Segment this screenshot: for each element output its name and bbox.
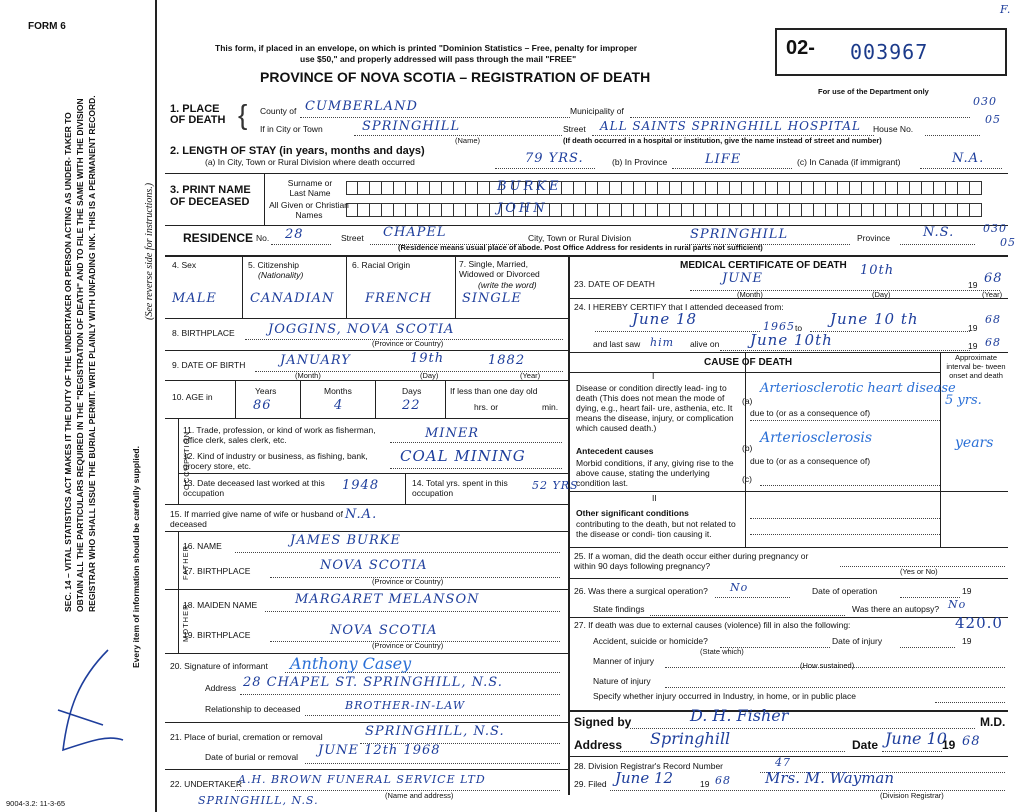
age-days-value: 22 <box>402 398 421 413</box>
instruction-text: Every item of information should be carefully supplied. <box>131 446 141 668</box>
envelope-notice-line-1: This form, if placed in an envelope, on which is printed "Dominion Statistics – Free, penalty for improper <box>215 43 638 53</box>
statute-text: SEC. 14 – VITAL STATISTICS ACT MAKES IT THE DUTY OF THE UNDERTAKER OR PERSON ACTING AS UNDER- TAKER TO OBTAIN ALL THE PARTICULARS REQUIRED IN THE "REGISTRATION OF DEATH" AND TO FILE THE SAME WITH THE DIVISION REGISTRAR WHO SHALL ISSUE THE BURIAL PERMIT. WRITE PLAINLY WITH UNFADING INK. THIS IS A PERMANENT RECORD. <box>63 95 97 612</box>
mother-birthplace-value: NOVA SCOTIA <box>330 623 438 638</box>
citizenship-label: 5. Citizenship <box>248 260 300 270</box>
stay-province-label: (b) In Province <box>612 157 668 167</box>
dob-month: JANUARY <box>280 353 351 368</box>
roman-1: I <box>652 371 655 381</box>
birthplace-label: 8. BIRTHPLACE <box>172 328 235 338</box>
residence-city-label: City, Town or Rural Division <box>528 233 632 243</box>
age-months-label: Months <box>324 386 352 396</box>
attended-to: June 10 th <box>830 310 919 328</box>
interval-a: 5 yrs. <box>945 393 982 408</box>
industry-label: 12. Kind of industry or business, as fishing, bank, grocery store, etc. <box>183 451 368 471</box>
undertaker-label: 22. UNDERTAKER <box>170 779 242 789</box>
registration-prefix: 02- <box>786 37 815 59</box>
dept-use-note: For use of the Department only <box>818 87 929 96</box>
last-saw-him: him <box>650 336 675 349</box>
father-name-value: JAMES BURKE <box>290 533 401 548</box>
age-days-label: Days <box>402 386 422 396</box>
spouse-label: 15. If married give name of wife or husband of deceased <box>170 509 343 529</box>
page-title: PROVINCE OF NOVA SCOTIA – REGISTRATION OF DEATH <box>260 69 651 85</box>
registrar-record-label: 28. Division Registrar's Record Number <box>574 761 724 771</box>
age-years-value: 86 <box>253 398 272 413</box>
external-causes-label: 27. If death was due to external causes (violence) fill in also the following: <box>574 620 851 630</box>
dod-day-sub: (Day) <box>872 290 891 299</box>
dod-year-sub: (Year) <box>982 290 1003 299</box>
house-code: 05 <box>985 113 1001 126</box>
autopsy-value: No <box>948 598 967 611</box>
burial-place-label: 21. Place of burial, cremation or removal <box>170 732 323 742</box>
given-name-value: JOHN <box>497 201 548 216</box>
surname-value: BURKE <box>497 179 562 194</box>
last-saw-label: and last saw <box>593 339 641 349</box>
nature-of-injury-label: Nature of injury <box>593 676 651 686</box>
father-birthplace-label: 17. BIRTHPLACE <box>183 566 251 576</box>
municipality-code: 030 <box>973 95 997 108</box>
surgery-label: 26. Was there a surgical operation? <box>574 586 708 596</box>
undertaker-value-2: SPRINGHILL, N.S. <box>198 794 319 807</box>
print-code: 9004-3.2: 11-3-65 <box>6 799 66 808</box>
filed-year: 68 <box>715 774 731 787</box>
marital-sub: (write the word) <box>478 280 537 290</box>
city-label: If in City or Town <box>260 124 323 134</box>
informant-address-label: Address <box>205 683 237 693</box>
alive-on-label: alive on <box>690 339 720 349</box>
stay-where-label: (a) In City, Town or Rural Division where death occurred <box>205 157 415 167</box>
residence-city-value: SPRINGHILL <box>690 227 789 242</box>
dob-day-sub: (Day) <box>420 371 439 380</box>
instruction-note: (See reverse side for instructions.) <box>144 182 155 320</box>
place-brace: { <box>238 99 248 130</box>
stay-where-value: 79 YRS. <box>525 151 584 166</box>
trade-value: MINER <box>425 426 480 441</box>
trade-label: 11. Trade, profession, or kind of work as fisherman, office clerk, sales clerk, etc. <box>183 425 376 445</box>
registrar-record-value: 47 <box>775 756 791 769</box>
father-birthplace-value: NOVA SCOTIA <box>320 558 428 573</box>
state-findings-label: State findings <box>593 604 645 614</box>
cause-a-value: Arteriosclerotic heart disease <box>760 381 956 396</box>
registration-number: 003967 <box>850 40 929 64</box>
op-year: 19 <box>962 586 972 596</box>
county-label: County of <box>260 106 297 116</box>
place-of-death-label: 1. PLACE OF DEATH <box>170 103 226 126</box>
attended-label: 24. I HEREBY CERTIFY that I attended deceased from: <box>574 302 784 312</box>
physician-date-label: Date <box>852 738 879 752</box>
sex-value: MALE <box>172 291 217 306</box>
dob-label: 9. DATE OF BIRTH <box>172 360 246 370</box>
burial-place-value: SPRINGHILL, N.S. <box>365 724 505 739</box>
surname-cells <box>346 181 982 195</box>
envelope-notice-line-2: use $50," and properly addressed will pass through the mail "FREE" <box>300 54 577 64</box>
dob-year-sub: (Year) <box>520 371 541 380</box>
age-hrs-label: hrs. or <box>474 402 499 412</box>
dod-year: 68 <box>984 271 1003 286</box>
age-months-value: 4 <box>334 398 344 413</box>
cause-header: CAUSE OF DEATH <box>704 357 793 368</box>
md-label: M.D. <box>980 715 1006 729</box>
marital-label: 7. Single, Married, Widowed or Divorced <box>459 259 540 279</box>
cause-b-marker: (b) <box>742 443 753 453</box>
physician-address-value: Springhill <box>650 729 731 748</box>
manner-of-injury-label: Manner of injury <box>593 656 654 666</box>
other-conditions-sub: contributing to the death, but not related to the disease or condi- tion causing it. <box>576 519 736 539</box>
industry-value: COAL MINING <box>400 447 526 465</box>
roman-2: II <box>652 493 657 503</box>
residence-code-2: 05 <box>1000 236 1016 249</box>
interval-b: years <box>955 435 994 451</box>
dob-day: 19th <box>410 351 445 366</box>
registrar-sub: (Division Registrar) <box>880 791 944 800</box>
dod-day: 10th <box>860 263 895 278</box>
dob-year: 1882 <box>488 353 526 368</box>
racial-origin-label: 6. Racial Origin <box>352 260 411 270</box>
physician-date-value: June 10 <box>885 729 947 748</box>
relationship-value: BROTHER-IN-LAW <box>345 699 466 712</box>
dod-year-prefix: 19 <box>968 280 978 290</box>
registrar-signature: Mrs. M. Wayman <box>765 769 895 787</box>
stay-province-value: LIFE <box>705 152 742 167</box>
occupation-section-label: OCCUPATION <box>182 431 191 490</box>
given-names-label: All Given or Christian Names <box>269 200 349 220</box>
due-to-label-1: due to (or as a consequence of) <box>750 408 871 418</box>
dob-month-sub: (Month) <box>295 371 321 380</box>
relationship-label: Relationship to deceased <box>205 704 301 714</box>
marital-value: SINGLE <box>462 291 522 306</box>
residence-street-label: Street <box>341 233 364 243</box>
mother-maiden-value: MARGARET MELANSON <box>295 592 480 607</box>
age-label: 10. AGE in <box>172 392 213 402</box>
birthplace-value: JOGGINS, NOVA SCOTIA <box>268 322 455 337</box>
municipality-label: Municipality of <box>570 106 624 116</box>
undertaker-value: A.H. BROWN FUNERAL SERVICE LTD <box>238 773 486 786</box>
residence-label: RESIDENCE <box>183 231 254 245</box>
injury-date-label: Date of injury <box>832 636 883 646</box>
county-value: CUMBERLAND <box>305 99 418 114</box>
residence-no-label: No. <box>256 233 270 243</box>
city-value: SPRINGHILL <box>362 119 461 134</box>
corner-mark: F. <box>1000 3 1012 16</box>
total-years-label: 14. Total yrs. spent in this occupation <box>412 478 508 498</box>
house-label: House No. <box>873 124 914 134</box>
spouse-value: N.A. <box>345 507 378 522</box>
last-worked-label: 13. Date deceased last worked at this occupation <box>183 478 325 498</box>
cause-c-marker: (c) <box>742 474 752 484</box>
last-saw-value: June 10th <box>750 331 833 349</box>
physician-date-year-prefix: 19 <box>942 738 956 752</box>
last-worked-value: 1948 <box>342 478 380 493</box>
surname-label: Surname or Last Name <box>287 178 333 198</box>
physician-signature: D. H. Fisher <box>690 706 789 725</box>
sex-label: 4. Sex <box>172 260 197 270</box>
age-years-label: Years <box>255 386 277 396</box>
how-sustained-sub: (How sustained) <box>800 661 855 670</box>
sidebar-divider <box>155 0 157 812</box>
mother-maiden-label: 18. MAIDEN NAME <box>183 600 258 610</box>
interval-header: Approximate interval be- tween onset and death <box>946 353 1006 380</box>
dod-label: 23. DATE OF DEATH <box>574 279 655 289</box>
to-label: to <box>795 323 803 333</box>
street-value: ALL SAINTS SPRINGHILL HOSPITAL <box>600 119 862 133</box>
attended-to-year-prefix: 19 <box>968 323 978 333</box>
city-name-note: (Name) <box>455 136 481 145</box>
antecedent-label: Antecedent causes <box>576 446 654 456</box>
attended-from-year: 1965 <box>763 320 795 333</box>
signed-by-label: Signed by <box>574 715 632 729</box>
cause-b-value: Arteriosclerosis <box>760 430 873 446</box>
mother-birthplace-label: 19. BIRTHPLACE <box>183 630 251 640</box>
injury-location-label: Specify whether injury occurred in Industry, in home, or in public place <box>593 691 856 701</box>
filed-value: June 12 <box>615 769 674 787</box>
age-min-label: min. <box>542 402 559 412</box>
autopsy-label: Was there an autopsy? <box>852 604 940 614</box>
citizenship-value: CANADIAN <box>250 291 335 306</box>
last-saw-year-prefix: 19 <box>968 341 978 351</box>
racial-origin-value: FRENCH <box>365 291 432 306</box>
father-birthplace-sub: (Province or Country) <box>372 577 444 586</box>
antecedent-sub: Morbid conditions, if any, giving rise to the above cause, stating the underlying condition last. <box>576 458 734 488</box>
pregnancy-sub: (Yes or No) <box>900 567 938 576</box>
medical-header: MEDICAL CERTIFICATE OF DEATH <box>680 260 847 271</box>
name-label: 3. PRINT NAME OF DECEASED <box>170 184 251 208</box>
filed-year-prefix: 19 <box>700 779 710 789</box>
filed-label: 29. Filed <box>574 779 607 789</box>
center-divider <box>568 255 570 795</box>
citizenship-sub: (Nationality) <box>258 270 304 280</box>
hospital-note: (If death occurred in a hospital or institution, give the name instead of street and number) <box>563 136 882 145</box>
residence-note: (Residence means usual place of abode. Post Office Address for residents in rural parts not sufficient) <box>398 243 763 252</box>
street-label: Street <box>563 124 586 134</box>
injury-year: 19 <box>962 636 972 646</box>
age-less-than-day-label: If less than one day old <box>450 386 538 396</box>
surgery-value: No <box>730 581 749 594</box>
informant-signature: Anthony Casey <box>290 654 412 673</box>
burial-date-value: JUNE 12th 1968 <box>318 743 441 758</box>
last-saw-year: 68 <box>985 336 1001 349</box>
residence-street-value: CHAPEL <box>383 225 447 240</box>
burial-date-label: Date of burial or removal <box>205 752 299 762</box>
birthplace-sub: (Province or Country) <box>372 339 444 348</box>
residence-province-label: Province <box>857 233 891 243</box>
due-to-label-2: due to (or as a consequence of) <box>750 456 871 466</box>
length-of-stay-label: 2. LENGTH OF STAY (in years, months and days) <box>170 145 425 157</box>
total-years-value: 52 YRS <box>532 479 579 492</box>
margin-signature-mark <box>38 640 128 770</box>
informant-address-value: 28 CHAPEL ST. SPRINGHILL, N.S. <box>243 675 503 690</box>
stay-canada-label: (c) In Canada (if immigrant) <box>797 157 901 167</box>
attended-from: June 18 <box>632 310 698 328</box>
cause-a-marker: (a) <box>742 396 753 406</box>
other-conditions-label: Other significant conditions <box>576 508 689 518</box>
mother-birthplace-sub: (Province or Country) <box>372 641 444 650</box>
immediate-cause-label: Disease or condition directly lead- ing to death (This does not mean the mode of dying, e.g., heart fail- ure, asthenia, etc. It means the disease, injury, or complication which caused death.) <box>576 383 734 433</box>
physician-address-label: Address <box>574 738 623 752</box>
external-code: 420.0 <box>955 614 1003 632</box>
op-date-label: Date of operation <box>812 586 878 596</box>
undertaker-sub: (Name and address) <box>385 791 454 800</box>
father-section-label: FATHER <box>181 544 190 580</box>
attended-to-year: 68 <box>985 313 1001 326</box>
form-number: FORM 6 <box>28 21 66 32</box>
stay-canada-value: N.A. <box>952 151 985 166</box>
mother-section-label: MOTHER <box>181 603 190 642</box>
dod-month-sub: (Month) <box>737 290 763 299</box>
residence-province-value: N.S. <box>923 225 955 240</box>
given-name-cells <box>346 203 982 217</box>
residence-no-value: 28 <box>285 227 304 242</box>
informant-sig-label: 20. Signature of informant <box>170 661 268 671</box>
accident-label: Accident, suicide or homicide? <box>593 636 708 646</box>
pregnancy-label: 25. If a woman, did the death occur either during pregnancy or within 90 days following pregnancy? <box>574 551 809 571</box>
dod-month: JUNE <box>722 271 764 286</box>
residence-code: 030 <box>983 222 1007 235</box>
state-which-sub: (State which) <box>700 647 744 656</box>
physician-date-year: 68 <box>962 734 981 749</box>
father-name-label: 16. NAME <box>183 541 222 551</box>
